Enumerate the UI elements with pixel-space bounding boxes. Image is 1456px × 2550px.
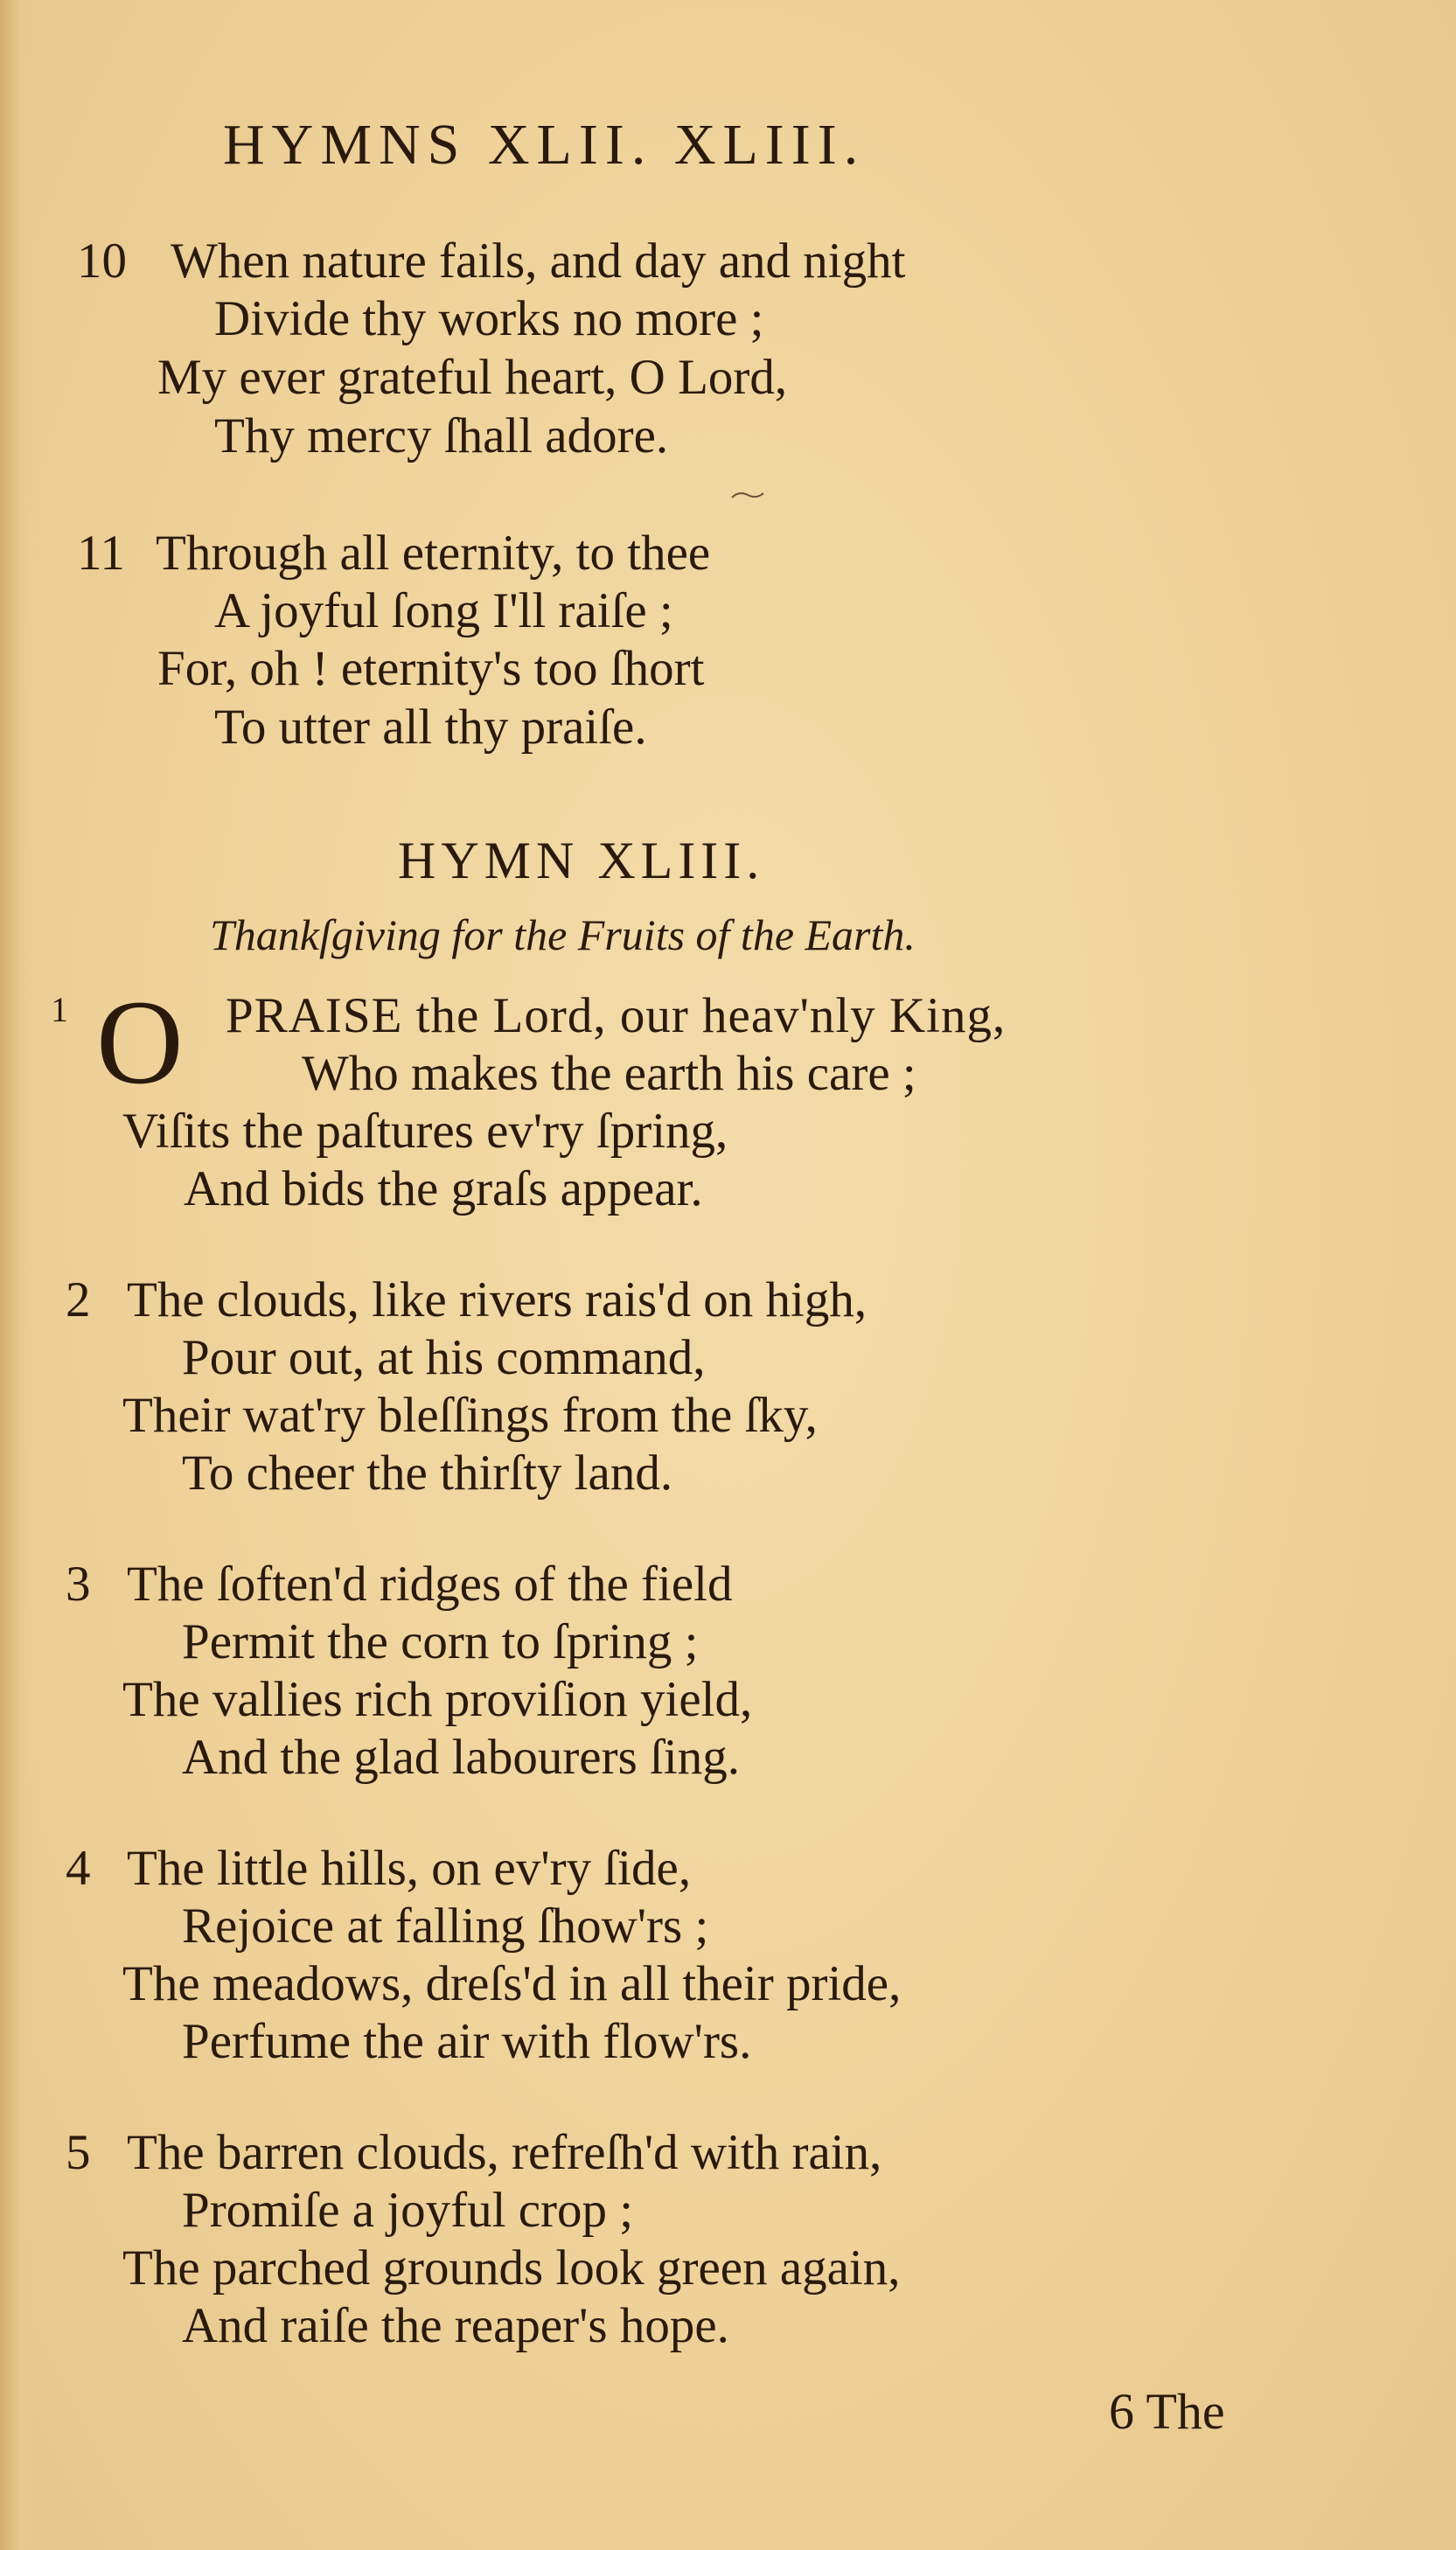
hymn-title: HYMN XLIII. xyxy=(398,832,765,889)
verse-line: The clouds, like rivers rais'd on high, xyxy=(127,1272,867,1327)
stanza-number: 4 xyxy=(66,1841,91,1896)
drop-cap: O xyxy=(96,975,184,1109)
verse-line: The barren clouds, refreſh'd with rain, xyxy=(127,2125,882,2180)
verse-line: The little hills, on ev'ry ſide, xyxy=(127,1841,692,1896)
verse-line: A joyful ſong I'll raiſe ; xyxy=(214,583,673,638)
stanza-number: 3 xyxy=(66,1557,91,1612)
verse-line: My ever grateful heart, O Lord, xyxy=(157,350,788,405)
verse-line: Thy mercy ſhall adore. xyxy=(214,408,669,463)
verse-line: Viſits the paſtures ev'ry ſpring, xyxy=(122,1104,728,1159)
verse-line: PRAISE the Lord, our heav'nly King, xyxy=(226,988,1007,1043)
verse-line: Permit the corn to ſpring ; xyxy=(182,1614,699,1669)
verse-line: When nature fails, and day and night xyxy=(171,233,906,289)
verse-line: Rejoice at falling ſhow'rs ; xyxy=(182,1899,709,1954)
verse-line: For, oh ! eternity's too ſhort xyxy=(157,641,705,696)
stanza-number: 2 xyxy=(66,1272,91,1327)
stanza-number: 11 xyxy=(77,526,125,581)
ornament-icon xyxy=(730,490,765,500)
verse-line: Their wat'ry bleſſings from the ſky, xyxy=(122,1388,818,1443)
stanza-number: 10 xyxy=(77,233,127,289)
stanza-number: 5 xyxy=(66,2125,91,2180)
verse-line: The meadows, dreſs'd in all their pride, xyxy=(122,1956,902,2011)
verse-line: The ſoften'd ridges of the field xyxy=(127,1557,733,1612)
verse-line: The parched grounds look green again, xyxy=(122,2240,901,2296)
verse-line: Perfume the air with flow'rs. xyxy=(182,2014,752,2069)
hymn-subtitle: Thankſgiving for the Fruits of the Earth. xyxy=(210,910,916,959)
verse-line: Through all eternity, to thee xyxy=(156,526,711,581)
verse-line: The vallies rich proviſion yield, xyxy=(122,1672,753,1727)
verse-line: And bids the graſs appear. xyxy=(184,1161,703,1216)
catchword: 6 The xyxy=(1109,2383,1225,2440)
stanza-number: 1 xyxy=(51,990,68,1029)
verse-line: Pour out, at his command, xyxy=(182,1330,706,1385)
verse-line: Divide thy works no more ; xyxy=(214,291,764,346)
verse-line: And raiſe the reaper's hope. xyxy=(182,2298,729,2353)
verse-line: Who makes the earth his care ; xyxy=(302,1046,916,1101)
running-head: HYMNS XLII. XLIII. xyxy=(223,113,866,177)
verse-line: Promiſe a joyful crop ; xyxy=(182,2183,634,2238)
verse-line: To cheer the thirſty land. xyxy=(182,1446,673,1501)
verse-line: And the glad labourers ſing. xyxy=(182,1730,740,1785)
verse-line: To utter all thy praiſe. xyxy=(214,700,647,755)
